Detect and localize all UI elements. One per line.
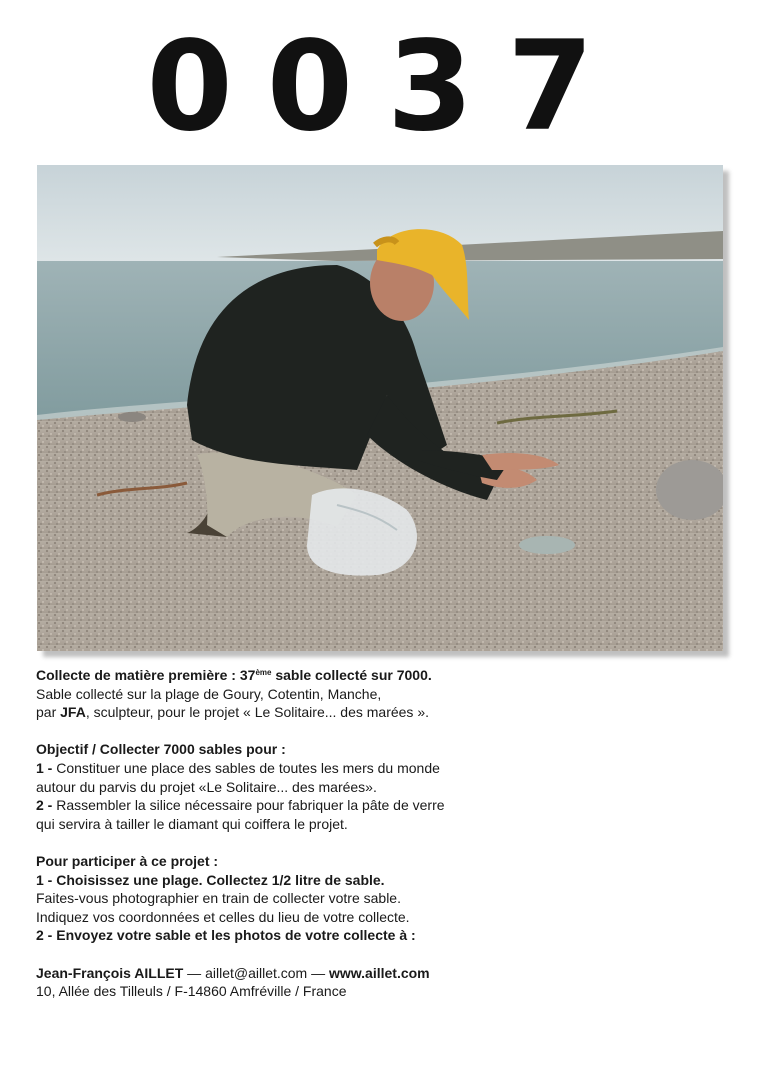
collection-number: 0037 [146, 15, 628, 159]
participate-step-1: 1 - Choisissez une plage. Collectez 1/2 litre de sable. [36, 871, 385, 888]
photo-person-collecting-sand-icon [37, 165, 723, 651]
intro-location: Sable collecté sur la plage de Goury, Cotentin, Manche, [36, 685, 382, 702]
beach-photo [37, 165, 723, 651]
description-text [36, 666, 556, 1001]
contact-email[interactable]: aillet@aillet.com [205, 964, 308, 981]
objective-item-2-cont: qui servira à tailler le diamant qui coiffera le projet. [36, 815, 348, 832]
participate-step-2: 2 - Envoyez votre sable et les photos de votre collecte à : [36, 927, 416, 944]
objective-item-1-cont: autour du parvis du projet «Le Solitaire... des marées». [36, 778, 377, 795]
intro-heading: Collecte de matière première : 37ème sable collecté sur 7000. [36, 667, 432, 683]
participate-line-2: Faites-vous photographier en train de collecter votre sable. [36, 890, 401, 907]
contact-address: 10, Allée des Tilleuls / F-14860 Amfréville / France [36, 983, 347, 1000]
contact-website[interactable]: www.aillet.com [329, 964, 430, 981]
contact-name: Jean-François AILLET [36, 964, 184, 981]
objective-title: Objectif / Collecter 7000 sables pour : [36, 741, 286, 758]
objective-item-2: 2 - Rassembler la silice nécessaire pour fabriquer la pâte de verre [36, 797, 445, 814]
participate-line-3: Indiquez vos coordonnées et celles du lieu de votre collecte. [36, 908, 410, 925]
intro-author: par JFA, sculpteur, pour le projet « Le Solitaire... des marées ». [36, 704, 429, 721]
participate-title: Pour participer à ce projet : [36, 852, 219, 869]
objective-item-1: 1 - Constituer une place des sables de toutes les mers du monde [36, 759, 440, 776]
contact-line: Jean-François AILLET — aillet@aillet.com — www.aillet.com [36, 964, 430, 981]
